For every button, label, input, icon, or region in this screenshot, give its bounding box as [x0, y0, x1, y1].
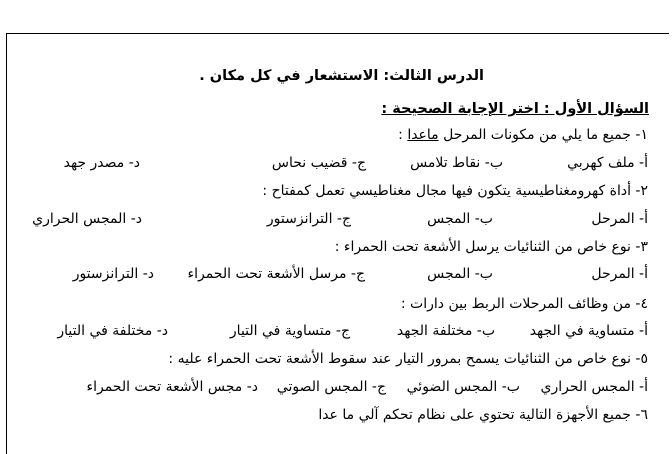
question-5-text: ٥- نوع خاص من الثنائيات يسمح بمرور التيار عند سقوط الأشعة تحت الحمراء عليه : [168, 351, 648, 367]
option-b: ب- المجس الضوئي [406, 379, 520, 395]
question-4-text: ٤- من وظائف المرحلات الربط بين دارات : [400, 296, 648, 312]
question-5 [20, 351, 648, 371]
option-d: د- مختلفة في التيار [57, 323, 168, 339]
question-1-underlined: ماعدا [407, 127, 439, 143]
question-4-options [20, 323, 648, 343]
option-d: د- الترانزستور [72, 266, 154, 282]
option-a: أ- متساوية في الجهد [529, 323, 648, 339]
question-4 [20, 296, 648, 316]
option-c: ج- الترانزستور [266, 211, 351, 227]
option-c: ج- متساوية في التيار [229, 323, 350, 339]
question-2-options [20, 211, 648, 231]
question-3-text: ٣- نوع خاص من الثنائيات يرسل الأشعة تحت الحمراء : [334, 239, 648, 255]
option-b: ب- المجس [427, 266, 493, 282]
question-6 [20, 407, 648, 427]
lesson-title: الدرس الثالث: الاستشعار في كل مكان . [199, 68, 484, 84]
question-heading: السؤال الأول : اختر الإجابة الصحيحة : [381, 101, 649, 117]
option-d: د- مصدر جهد [63, 155, 140, 171]
question-1-text: ١- جميع ما يلي من مكونات المرحل ماعدا : [398, 127, 648, 143]
option-a: أ- المرحل [591, 211, 648, 227]
question-3 [20, 239, 648, 259]
option-d: د- المجس الحراري [32, 211, 142, 227]
option-a: أ- ملف كهربي [567, 155, 648, 171]
option-c: ج- المجس الصوتي [276, 379, 386, 395]
question-1 [20, 127, 648, 147]
option-b: ب- المجس [427, 211, 493, 227]
question-6-text: ٦- جميع الأجهزة التالية تحتوي على نظام تحكم آلي ما عدا [318, 407, 648, 423]
question-2-text: ٢- أداة كهرومغناطيسية يتكون فيها مجال مغناطيسي تعمل كمفتاح : [262, 183, 648, 199]
option-a: أ- المرحل [591, 266, 648, 282]
option-c: ج- قضيب نحاس [271, 155, 366, 171]
question-5-options [20, 379, 648, 399]
option-c: ج- مرسل الأشعة تحت الحمراء [187, 266, 365, 282]
question-2 [20, 183, 648, 203]
option-d: د- مجس الأشعة تحت الحمراء [86, 379, 258, 395]
option-b: ب- مختلفة الجهد [396, 323, 495, 339]
option-a: أ- المجس الحراري [540, 379, 648, 395]
option-b: ب- نقاط تلامس [410, 155, 503, 171]
question-3-options [20, 266, 648, 286]
question-1-options [20, 155, 648, 175]
